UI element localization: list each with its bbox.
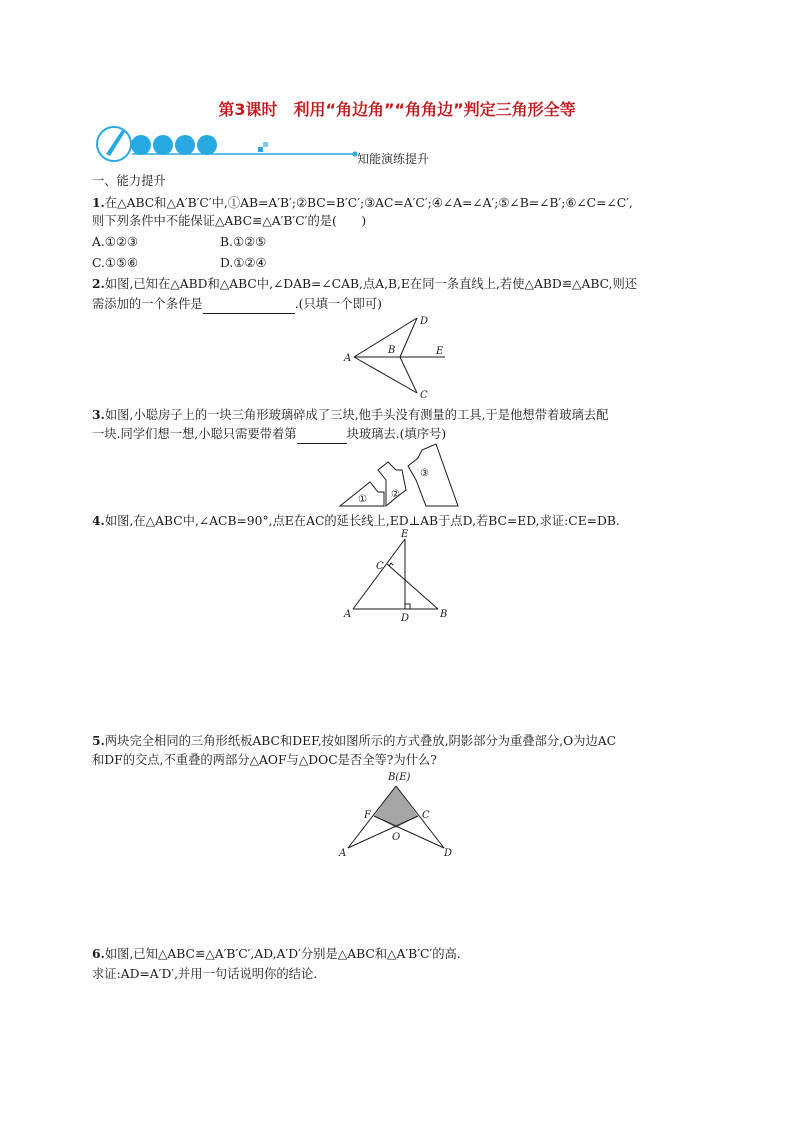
q5-shaded-region	[374, 786, 418, 828]
q4-number: 4.	[92, 513, 105, 528]
q3-figure	[330, 440, 470, 510]
q5-figure	[334, 768, 464, 860]
q1-option-a: A.①②③	[92, 235, 138, 249]
q2-label-b: B	[388, 345, 396, 356]
q5-label-be: B(E)	[388, 772, 411, 783]
q4-label-b: B	[440, 609, 448, 620]
q4-label-c: C	[376, 561, 384, 572]
q1-number: 1.	[92, 195, 105, 210]
q4-label-a: A	[344, 609, 352, 620]
q6-line1: 6.如图,已知△ABC≌△A′B′C′,AD,A′D′分别是△ABC和△A′B′C′的高.	[92, 946, 461, 961]
q2-label-c: C	[420, 390, 428, 401]
q5-label-a: A	[339, 848, 347, 859]
q3-line1: 3.如图,小聪房子上的一块三角形玻璃碎成了三块,他手头没有测量的工具,于是他想带着玻璃去配	[92, 407, 609, 422]
banner-label: 知能演练提升	[357, 152, 430, 166]
q5-line2: 和DF的交点,不重叠的两部分△AOF与△DOC是否全等?为什么?	[92, 753, 437, 767]
q4-label-d: D	[401, 613, 410, 624]
q2-number: 2.	[92, 276, 105, 291]
q3-piece-1: ①	[358, 494, 367, 505]
q2-label-d: D	[420, 316, 429, 327]
q2-label-a: A	[344, 353, 352, 364]
q4-label-e: E	[401, 529, 409, 540]
q1-line1: 1.在△ABC和△A′B′C′中,①AB=A′B′;②BC=B′C′;③AC=A′C′;④∠A=∠A′;⑤∠B=∠B′;⑥∠C=∠C′,	[92, 195, 633, 210]
q4-figure	[338, 525, 458, 625]
q2-figure	[340, 312, 460, 402]
q3-piece-3: ③	[420, 468, 429, 479]
banner-dot-3	[175, 135, 195, 155]
q4-line1: 4.如图,在△ABC中,∠ACB=90°,点E在AC的延长线上,ED⊥AB于点D,若BC=ED,求证:CE=DB.	[92, 513, 620, 528]
banner-dot-2	[153, 135, 173, 155]
section-banner	[92, 120, 372, 164]
q1-option-d: D.①②④	[220, 256, 267, 270]
q3-number: 3.	[92, 407, 105, 422]
q1-option-b: B.①②⑤	[220, 235, 267, 249]
q5-label-d: D	[444, 848, 453, 859]
q5-number: 5.	[92, 733, 105, 748]
q1-line2: 则下列条件中不能保证△ABC≌△A′B′C′的是( )	[92, 214, 367, 228]
q5-label-c: C	[422, 810, 430, 821]
banner-dot-1	[131, 135, 151, 155]
q5-label-f: F	[364, 810, 371, 821]
q5-label-o: O	[392, 832, 401, 843]
q3-line2: 一块.同学们想一想,小聪只需要带着第 块玻璃去.(填序号)	[92, 425, 446, 444]
q2-line2: 需添加的一个条件是 .(只填一个即可)	[92, 295, 382, 314]
banner-dot-4	[197, 135, 217, 155]
q2-line1: 2.如图,已知在△ABD和△ABC中,∠DAB=∠CAB,点A,B,E在同一条直线上,若使△ABD≌△ABC,则还	[92, 276, 638, 291]
section-heading: 一、能力提升	[92, 174, 166, 188]
q6-number: 6.	[92, 946, 105, 961]
q6-line2: 求证:AD=A′D′,并用一句话说明你的结论.	[92, 967, 318, 981]
q5-line1: 5.两块完全相同的三角形纸板ABC和DEF,按如图所示的方式叠放,阴影部分为重叠部分,O为边AC	[92, 733, 617, 748]
q2-answer-blank[interactable]	[203, 299, 295, 314]
page-title: 第3课时 利用“角边角”“角角边”判定三角形全等	[218, 100, 576, 119]
q2-label-e: E	[436, 346, 444, 357]
q3-piece-2: ②	[391, 489, 400, 500]
q1-option-c: C.①⑤⑥	[92, 256, 138, 270]
